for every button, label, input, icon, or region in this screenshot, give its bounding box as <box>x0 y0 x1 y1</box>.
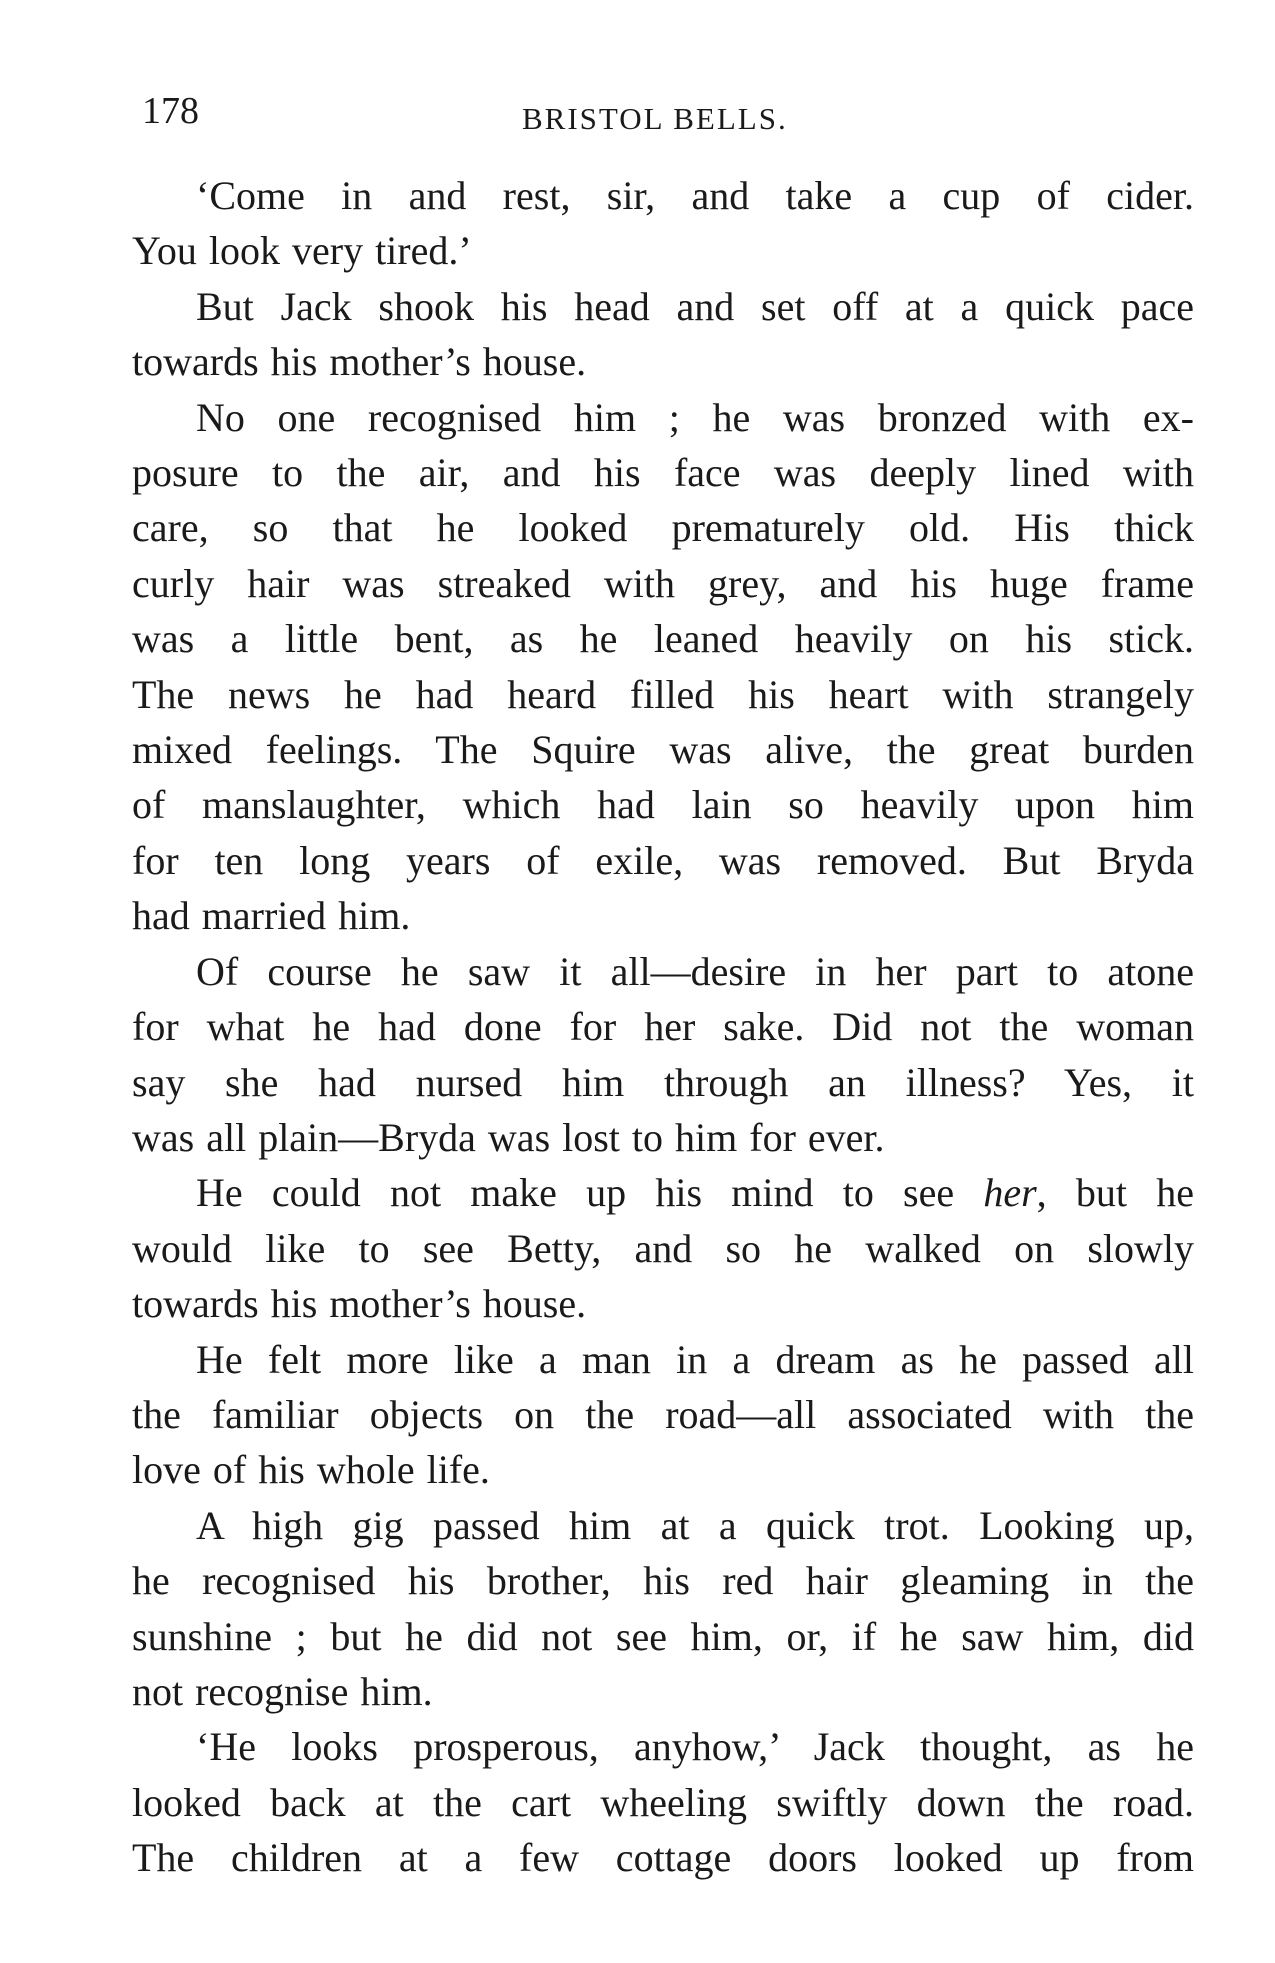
text-line: You look very tired.’ <box>132 228 472 274</box>
text-line: Of course he saw it all—desire in her part to atone <box>196 948 1194 994</box>
paragraph-7 <box>132 1498 1194 1720</box>
text-line: of manslaughter, which had lain so heavily upon him <box>132 782 1194 828</box>
text-line: for ten long years of exile, was removed. But Bryda <box>132 837 1194 883</box>
text-line: posure to the air, and his face was deeply lined with <box>132 450 1194 496</box>
paragraph-4 <box>132 944 1194 1166</box>
text-line: No one recognised him ; he was bronzed with ex- <box>196 394 1194 440</box>
paragraph-2 <box>132 279 1194 390</box>
text-line: towards his mother’s house. <box>132 339 587 385</box>
text-line: The children at a few cottage doors looked up from <box>132 1835 1194 1881</box>
text-line: the familiar objects on the road—all associated with the <box>132 1391 1194 1437</box>
text-run: He could not make up his mind to see <box>196 1170 984 1216</box>
text-line: not recognise him. <box>132 1668 433 1714</box>
text-run: , but he <box>1036 1170 1194 1216</box>
text-line: say she had nursed him through an illness? Yes, it <box>132 1059 1194 1105</box>
text-line: towards his mother’s house. <box>132 1281 587 1327</box>
text-line: love of his whole life. <box>132 1447 490 1493</box>
body-text <box>132 168 1194 1886</box>
text-line: care, so that he looked prematurely old. His thick <box>132 505 1194 551</box>
paragraph-3 <box>132 390 1194 944</box>
paragraph-6 <box>132 1332 1194 1498</box>
text-line: The news he had heard filled his heart with strangely <box>132 671 1194 717</box>
text-line: was a little bent, as he leaned heavily on his stick. <box>132 616 1194 662</box>
paragraph-5 <box>132 1165 1194 1331</box>
text-line: mixed feelings. The Squire was alive, the great burden <box>132 727 1194 773</box>
text-line: looked back at the cart wheeling swiftly down the road. <box>132 1779 1194 1825</box>
text-line: He felt more like a man in a dream as he passed all <box>196 1336 1194 1382</box>
text-line: A high gig passed him at a quick trot. Looking up, <box>196 1502 1194 1548</box>
text-line: curly hair was streaked with grey, and his huge frame <box>132 560 1194 606</box>
text-line: would like to see Betty, and so he walked on slowly <box>132 1225 1194 1271</box>
text-line: had married him. <box>132 893 411 939</box>
text-line: ‘He looks prosperous, anyhow,’ Jack thought, as he <box>196 1724 1194 1770</box>
text-line: was all plain—Bryda was lost to him for ever. <box>132 1114 885 1160</box>
page-number: 178 <box>142 90 199 132</box>
paragraph-1 <box>132 168 1194 279</box>
running-title: BRISTOL BELLS. <box>522 101 788 136</box>
italic-word: her <box>983 1170 1037 1216</box>
page-header <box>132 86 1192 136</box>
text-line: he recognised his brother, his red hair gleaming in the <box>132 1558 1194 1604</box>
text-line <box>132 1165 1194 1220</box>
text-line: ‘Come in and rest, sir, and take a cup of cider. <box>196 173 1194 218</box>
text-line: But Jack shook his head and set off at a quick pace <box>196 283 1194 329</box>
paragraph-8 <box>132 1719 1194 1885</box>
text-line: for what he had done for her sake. Did not the woman <box>132 1004 1194 1050</box>
text-line: sunshine ; but he did not see him, or, if he saw him, did <box>132 1613 1194 1659</box>
